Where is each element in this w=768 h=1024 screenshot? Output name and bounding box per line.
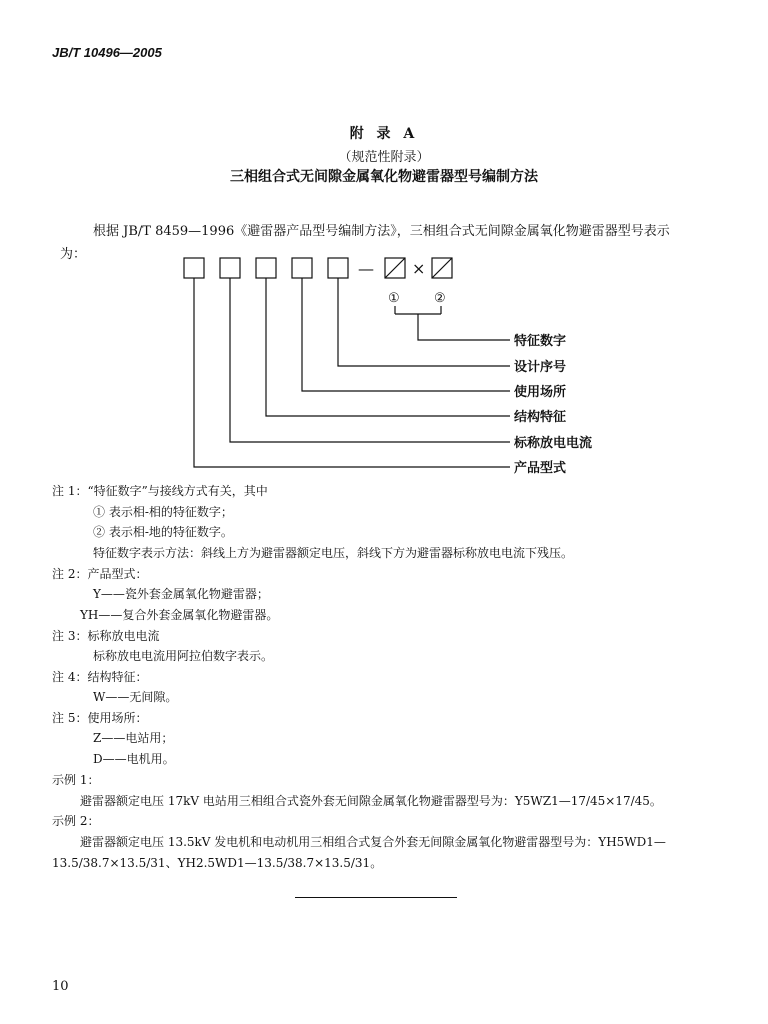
example-2-text-line-1: 避雷器额定电压 13.5kV 发电机和电动机用三相组合式复合外套无间隙金属氧化物避雷器型号为：YH5WD1— [80, 835, 666, 849]
note-4: 注 4：结构特征： [52, 670, 148, 684]
label-design-serial: 设计序号 [514, 360, 567, 375]
intro-line-2: 为： [60, 247, 87, 262]
leader-line-feature [418, 314, 510, 340]
appendix-subtitle: （规范性附录） [338, 150, 430, 165]
note-2-item-yh: YH——复合外套金属氧化物避雷器。 [80, 608, 279, 622]
example-2-label: 示例 2： [52, 814, 100, 828]
note-5-item-z: Z——电站用； [93, 731, 174, 745]
leader-line-4 [302, 278, 510, 391]
end-rule [295, 897, 457, 898]
note-2: 注 2：产品型式： [52, 567, 148, 581]
leader-line-2 [230, 278, 510, 442]
intro-line-1: 根据 JB/T 8459—1996《避雷器产品型号编制方法》，三相组合式无间隙金属氧化物避雷器型号表示 [93, 224, 670, 239]
code-box-1 [184, 258, 204, 278]
note-1-method: 特征数字表示方法：斜线上方为避雷器额定电压，斜线下方为避雷器标称放电电流下残压。 [93, 546, 574, 560]
code-box-3 [256, 258, 276, 278]
label-feature-number: 特征数字 [514, 334, 567, 349]
label-product-type: 产品型式 [514, 461, 567, 476]
note-5-item-d: D——电机用。 [93, 752, 175, 766]
appendix-title: 附 录 A [349, 126, 419, 142]
label-nominal-current: 标称放电电流 [514, 436, 593, 451]
label-usage-place: 使用场所 [514, 385, 567, 400]
note-1-item-1: ① 表示相-相的特征数字； [93, 505, 233, 519]
code-box-2 [220, 258, 240, 278]
note-5: 注 5：使用场所： [52, 711, 148, 725]
note-1: 注 1：“特征数字”与接线方式有关，其中 [52, 484, 268, 498]
marker-2: ② [434, 291, 446, 306]
code-box-5 [328, 258, 348, 278]
code-dash: — [358, 259, 374, 278]
label-structure: 结构特征 [514, 410, 567, 425]
example-1-text: 避雷器额定电压 17kV 电站用三相组合式瓷外套无间隙金属氧化物避雷器型号为：Y5WZ1—17/45×17/45。 [80, 794, 662, 808]
code-box-4 [292, 258, 312, 278]
page-number: 10 [52, 979, 69, 994]
note-3: 注 3：标称放电电流 [52, 629, 160, 643]
code-times: × [412, 259, 426, 278]
leader-line-5 [338, 278, 510, 366]
appendix-heading: 三相组合式无间隙金属氧化物避雷器型号编制方法 [230, 169, 538, 185]
leader-line-1 [194, 278, 510, 467]
example-2-text-line-2: 13.5/38.7×13.5/31、YH2.5WD1—13.5/38.7×13.5/31。 [52, 856, 383, 870]
example-1-label: 示例 1： [52, 773, 100, 787]
note-3-text: 标称放电电流用阿拉伯数字表示。 [93, 649, 274, 663]
document-header: JB/T 10496—2005 [52, 45, 162, 60]
note-2-item-y: Y——瓷外套金属氧化物避雷器； [93, 587, 269, 601]
note-4-item-w: W——无间隙。 [93, 690, 178, 704]
marker-1: ① [388, 291, 400, 306]
note-1-item-2: ② 表示相-地的特征数字。 [93, 525, 233, 539]
